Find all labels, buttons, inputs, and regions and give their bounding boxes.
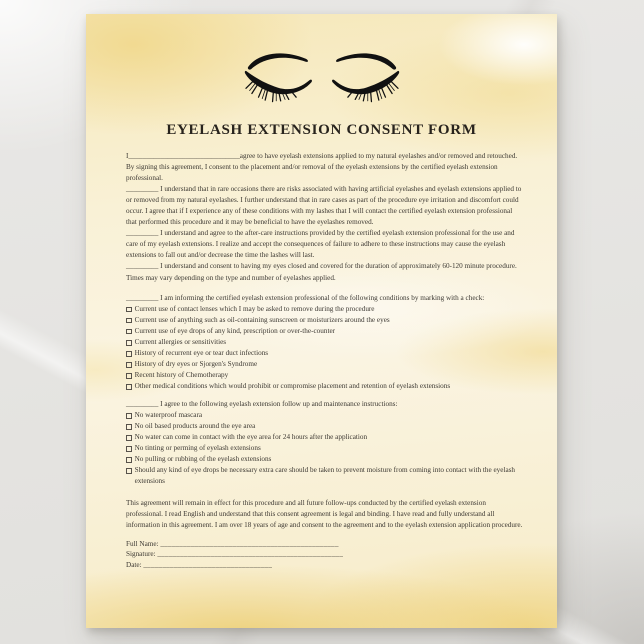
maintenance-label: No pulling or rubbing of the eyelash extensions (134, 455, 272, 464)
full-name-row (126, 539, 523, 550)
maintenance-item (126, 454, 523, 465)
maintenance-item (126, 465, 523, 487)
condition-item (126, 370, 523, 381)
checkbox-icon (126, 373, 132, 379)
paragraph-intro: I_______________________________agree to have eyelash extensions applied to my natural eyelashes and/or removed and retouched. By signing this agreement, I consent to the placement and/or removal of the eyelash extensions by the certified eyelash extension professional. (126, 152, 518, 183)
date-blank-line: __________________________________ (143, 561, 273, 570)
condition-item (126, 337, 523, 348)
condition-item (126, 348, 523, 359)
condition-label: Current use of contact lenses which I may be asked to remove during the procedure (134, 304, 375, 313)
condition-item (126, 381, 523, 392)
paragraph-aftercare: _________ I understand and agree to the after-care instructions provided by the certified eyelash extension professional for the use and care of my eyelash extensions. I realize and accept the consequences of failure to adhere to these instructions may cause the eyelash extensions to fall out and/or decrease the time the lashes will last. (126, 229, 515, 260)
condition-label: History of recurrent eye or tear duct infections (134, 348, 269, 357)
checkbox-icon (126, 457, 132, 463)
condition-item (126, 315, 523, 326)
checkbox-icon (126, 340, 132, 346)
checkbox-icon (126, 362, 132, 368)
full-name-blank-line: _______________________________________________ (160, 539, 339, 548)
closing-paragraph: This agreement will remain in effect for this procedure and all future follow-ups conducted by the certified eyelash extension professional. I read English and understand that this consent agreement is legal and binding. I have read and fully understand all information in this agreement. I am over 18 years of age and consent to the agreement and to the eyelash extension application procedure. (126, 499, 523, 530)
checkbox-icon (126, 318, 132, 324)
consent-form-paper (86, 14, 557, 628)
signature-blank-line: _________________________________________________ (157, 550, 344, 559)
condition-item (126, 359, 523, 370)
paragraph-risks: _________ I understand that in rare occasions there are risks associated with having artificial eyelashes and eyelash extensions applied to or removed from my natural eyelashes. I further understand that in rare cases as part of the procedure eye irritation and discomfort could occur. I agree that if I experience any of these conditions with my lashes that I will contact the certified eyelash extension professional that performed this procedure and it may be beneficial to have the eyelashes removed. (126, 185, 522, 227)
maintenance-label: No tinting or perming of eyelash extensions (134, 444, 261, 453)
checkbox-icon (126, 446, 132, 452)
condition-label: Current use of eye drops of any kind, prescription or over-the-counter (134, 326, 336, 335)
condition-label: Recent history of Chemotherapy (134, 370, 229, 379)
maintenance-item (126, 421, 523, 432)
maintenance-item (126, 410, 523, 421)
maintenance-intro: _________ I agree to the following eyelash extension follow up and maintenance instructions: (126, 399, 398, 408)
maintenance-label: No oil based products around the eye area (134, 422, 256, 431)
signature-block (126, 539, 523, 571)
checkbox-icon (126, 329, 132, 335)
date-row (126, 560, 523, 571)
checkbox-icon (126, 351, 132, 357)
condition-item (126, 304, 523, 315)
conditions-intro: _________ I am informing the certified eyelash extension professional of the following conditions by marking with a check: (126, 293, 485, 302)
checkbox-icon (126, 435, 132, 441)
maintenance-item (126, 432, 523, 443)
maintenance-label: No water can come in contact with the eye area for 24 hours after the application (134, 433, 368, 442)
checkbox-icon (126, 307, 132, 313)
condition-label: History of dry eyes or Sjorgen's Syndrome (134, 359, 258, 368)
signature-label: Signature: (126, 550, 158, 559)
checkbox-icon (126, 413, 132, 419)
condition-label: Current allergies or sensitivities (134, 337, 227, 346)
checkbox-icon (126, 384, 132, 390)
closed-eyes-lashes-illustration (239, 47, 405, 109)
maintenance-label: No waterproof mascara (134, 411, 203, 420)
full-name-label: Full Name: (126, 539, 161, 548)
page-title: EYELASH EXTENSION CONSENT FORM (166, 122, 477, 138)
date-label: Date: (126, 561, 144, 570)
condition-label: Current use of anything such as oil-containing sunscreen or moisturizers around the eyes (134, 315, 390, 324)
form-body (126, 151, 523, 571)
condition-item (126, 326, 523, 337)
checkbox-icon (126, 468, 132, 474)
signature-row (126, 549, 523, 560)
maintenance-item (126, 443, 523, 454)
checkbox-icon (126, 424, 132, 430)
maintenance-label: Should any kind of eye drops be necessary extra care should be taken to prevent moisture from coming into contact with the eyelash extensions (134, 466, 516, 486)
condition-label: Other medical conditions which would prohibit or compromise placement and retention of eyelash extensions (134, 381, 451, 390)
paragraph-eyes-closed: _________ I understand and consent to having my eyes closed and covered for the duration of approximately 60-120 minute procedure. Times may vary depending on the type and number of eyelashes applied. (126, 262, 517, 282)
